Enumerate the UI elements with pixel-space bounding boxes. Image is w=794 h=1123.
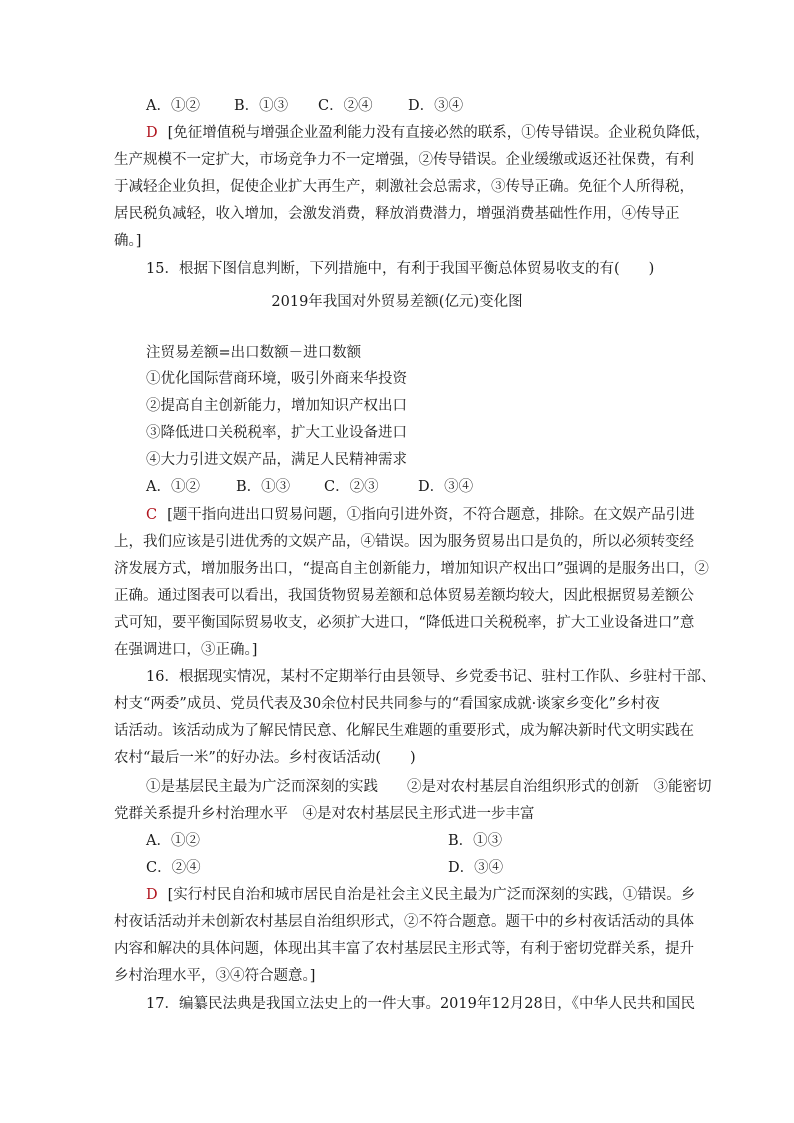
q14-option-c: C．②④ <box>318 98 373 114</box>
q15-explanation-line: 济发展方式，增加服务出口，“提高自主创新能力，增加知识产权出口”强调的是服务出口，② <box>114 561 709 577</box>
q16-option-b: B．①③ <box>448 833 503 849</box>
q15-note: 注贸易差额=出口数额－进口数额 <box>146 345 362 361</box>
q16-item-line: 党群关系提升乡村治理水平 ④是对农村基层民主形式进一步丰富 <box>114 806 535 822</box>
q14-option-b: B．①③ <box>234 98 289 114</box>
q15-figure-title: 2019年我国对外贸易差额(亿元)变化图 <box>271 294 523 310</box>
q17-stem: 17．编纂民法典是我国立法史上的一件大事。2019年12月28日，《中华人民共和国民 <box>146 996 696 1012</box>
q15-stem: 15．根据下图信息判断，下列措施中，有利于我国平衡总体贸易收支的有( ) <box>146 261 655 277</box>
q16-stem-line: 村支“两委”成员、党员代表及30余位村民共同参与的“看国家成就·谈家乡变化”乡村夜 <box>114 696 660 712</box>
q14-answer: D <box>146 125 158 141</box>
q15-explanation-line: 上，我们应该是引进优秀的文娱产品，④错误。因为服务贸易出口是负的，所以必须转变经 <box>114 534 694 550</box>
q16-stem-line: 农村“最后一米”的好办法。乡村夜话活动( ) <box>114 750 416 766</box>
q14-explanation-line: D [免征增值税与增强企业盈利能力没有直接必然的联系，①传导错误。企业税负降低， <box>146 125 710 141</box>
q15-explanation-line: 式可知，要平衡国际贸易收支，必须扩大进口，“降低进口关税税率，扩大工业设备进口”意 <box>114 615 695 631</box>
q14-explanation-line: 于减轻企业负担，促使企业扩大再生产，刺激社会总需求，③传导正确。免征个人所得税， <box>114 179 694 195</box>
q15-option-b: B．①③ <box>236 479 291 495</box>
q14-option-d: D．③④ <box>408 98 464 114</box>
q15-explanation-line: C [题干指向进出口贸易问题，①指向引进外资，不符合题意，排除。在文娱产品引进 <box>146 507 695 523</box>
q16-option-d: D．③④ <box>448 860 504 876</box>
q16-item-line: ①是基层民主最为广泛而深刻的实践 ②是对农村基层自治组织形式的创新 ③能密切 <box>146 779 712 795</box>
q15-answer: C <box>146 507 158 523</box>
q16-option-c: C．②④ <box>146 860 201 876</box>
q15-item: ③降低进口关税税率，扩大工业设备进口 <box>146 425 407 441</box>
q14-explanation-line: 生产规模不一定扩大，市场竞争力不一定增强，②传导错误。企业缓缴或返还社保费，有利 <box>114 152 694 168</box>
q16-explanation-line: D [实行村民自治和城市居民自治是社会主义民主最为广泛而深刻的实践，①错误。乡 <box>146 887 696 903</box>
q16-stem-line: 16．根据现实情况，某村不定期举行由县领导、乡党委书记、驻村工作队、乡驻村干部、 <box>146 669 716 685</box>
q15-option-d: D．③④ <box>418 479 474 495</box>
q15-option-a: A．①② <box>146 479 200 495</box>
q14-option-a: A．①② <box>146 98 200 114</box>
q16-explanation-line: 村夜话活动并未创新农村基层自治组织形式，②不符合题意。题干中的乡村夜话活动的具体 <box>114 914 694 930</box>
q15-item: ②提高自主创新能力，增加知识产权出口 <box>146 398 407 414</box>
q15-options <box>146 477 473 497</box>
q15-item: ④大力引进文娱产品，满足人民精神需求 <box>146 452 407 468</box>
q15-option-c: C．②③ <box>324 479 379 495</box>
q16-answer: D <box>146 887 158 903</box>
q16-explanation-line: 乡村治理水平，③④符合题意。] <box>114 968 316 984</box>
q14-explanation-line: 居民税负减轻，收入增加，会激发消费，释放消费潜力，增强消费基础性作用，④传导正 <box>114 206 680 222</box>
q14-explanation-line: 确。] <box>114 233 142 249</box>
q15-item: ①优化国际营商环境，吸引外商来华投资 <box>146 371 407 387</box>
q15-explanation-line: 正确。通过图表可以看出，我国货物贸易差额和总体贸易差额均较大，因此根据贸易差额公 <box>114 588 694 604</box>
q16-stem-line: 话活动。该活动成为了解民情民意、化解民生难题的重要形式，成为解决新时代文明实践在 <box>114 723 694 739</box>
q16-option-a: A．①② <box>146 833 200 849</box>
q15-explanation-line: 在强调进口，③正确。] <box>114 642 258 658</box>
q16-explanation-line: 内容和解决的具体问题，体现出其丰富了农村基层民主形式等，有利于密切党群关系，提升 <box>114 941 694 957</box>
q14-options <box>146 96 463 116</box>
